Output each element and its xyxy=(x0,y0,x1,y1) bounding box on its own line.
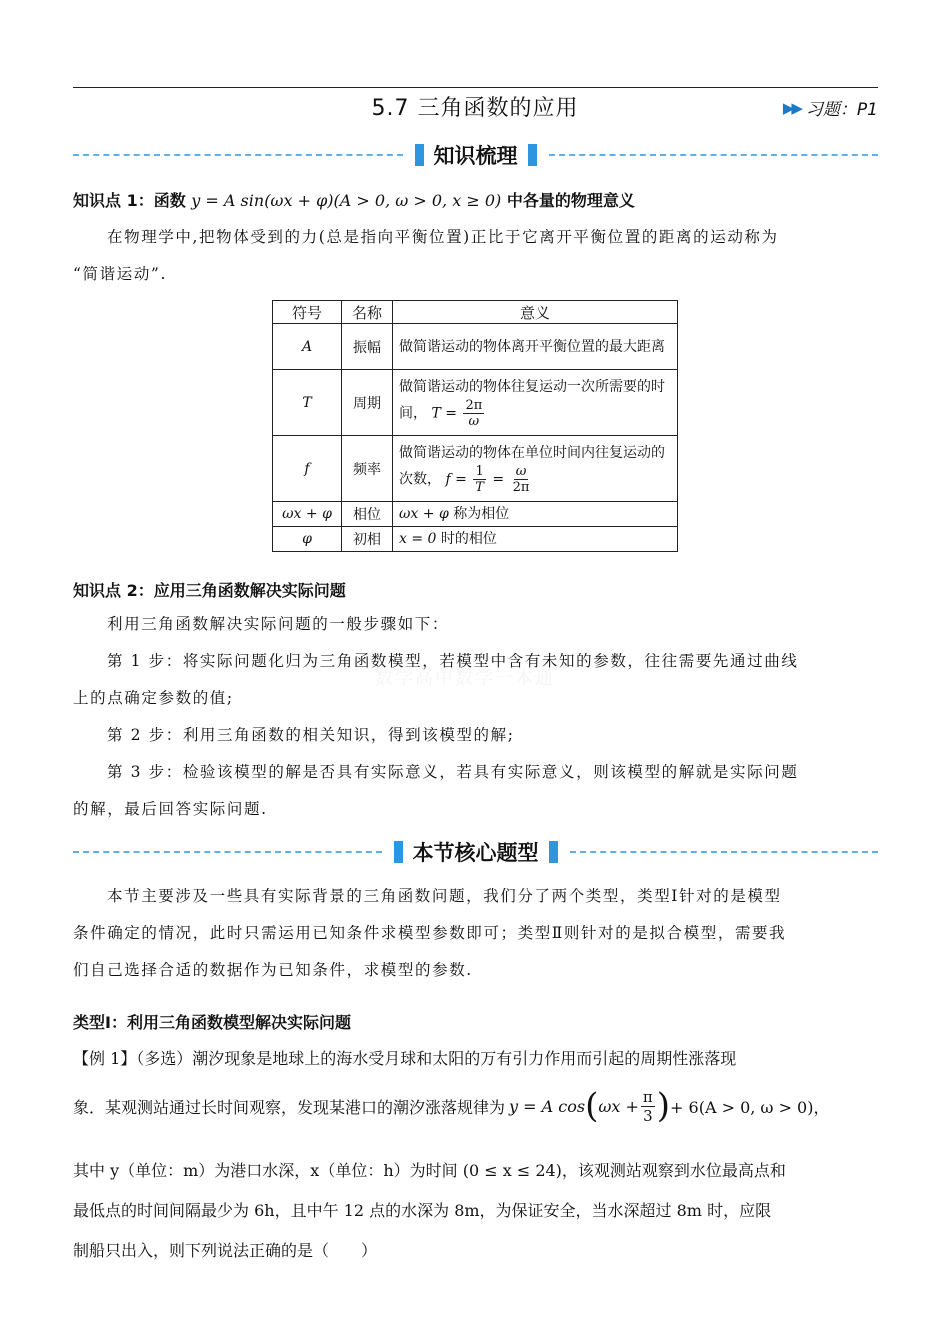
cell-name: 初相 xyxy=(342,527,393,552)
top-rule xyxy=(73,87,878,88)
kp1-label: 知识点 1：函数 xyxy=(73,191,186,210)
kp1-para-line2: “简谐运动”. xyxy=(73,265,167,283)
kp1-para-line1: 在物理学中,把物体受到的力(总是指向平衡位置)正比于它离开平衡位置的距离的运动称为 xyxy=(107,228,779,246)
table-header-symbol: 符号 xyxy=(273,301,342,324)
cell-meaning-text: 称为相位 xyxy=(453,506,510,522)
dashed-divider-left xyxy=(73,851,382,853)
cell-name: 振幅 xyxy=(342,324,393,370)
table-row xyxy=(273,324,678,370)
table-row xyxy=(273,370,678,436)
table-header-row xyxy=(273,301,678,324)
example-1-body xyxy=(73,1151,878,1271)
fraction-denominator: T xyxy=(475,480,484,495)
fraction-denominator: 2π xyxy=(512,480,530,495)
example-1-tag: 【例 1】 xyxy=(73,1049,137,1068)
section-header-core xyxy=(73,835,878,869)
fraction xyxy=(511,464,532,495)
double-arrow-icon: ▶▶ xyxy=(782,98,800,117)
section-bar-icon xyxy=(549,841,558,863)
fraction xyxy=(463,398,484,429)
knowledge-point-1-heading xyxy=(73,188,635,211)
table-header-name: 名称 xyxy=(342,301,393,324)
example-1-text-line2: 象．某观测站通过长时间观察，发现某港口的潮汐涨落规律为 xyxy=(73,1097,506,1117)
definitions-table xyxy=(272,300,678,552)
section-bar-icon xyxy=(528,144,537,166)
exercise-reference-label: 习题：P1 xyxy=(805,100,878,120)
fraction-numerator: 1 xyxy=(475,464,484,479)
watermark: 数学高中数学一本通 xyxy=(375,668,555,689)
exercise-reference[interactable] xyxy=(783,95,878,120)
knowledge-point-2-heading: 知识点 2：应用三角函数解决实际问题 xyxy=(73,581,346,600)
kp2-step1-line1: 第 1 步：将实际问题化归为三角函数模型，若模型中含有未知的参数，往往需要先通过曲线 xyxy=(107,652,799,670)
table-header-meaning: 意义 xyxy=(393,301,678,324)
cell-meaning xyxy=(393,527,678,552)
dashed-divider-right xyxy=(570,851,879,853)
fraction-denominator: ω xyxy=(468,414,480,429)
cell-meaning xyxy=(393,370,678,436)
section-bar-icon xyxy=(415,144,424,166)
cell-meaning xyxy=(393,436,678,502)
left-paren-glyph: ( xyxy=(585,1086,599,1126)
cell-symbol: ωx + φ xyxy=(273,502,342,527)
fraction-numerator: 2π xyxy=(465,398,483,413)
example-1-formula-post: + 6(A > 0, ω > 0)， xyxy=(670,1097,830,1117)
example-1-formula-inner: ωx + xyxy=(598,1096,639,1116)
cell-meaning-text: 做简谐运动的物体往复运动一次所需要的时间， xyxy=(399,379,665,422)
table-row xyxy=(273,527,678,552)
core-paragraph xyxy=(73,878,878,989)
core-para-line2: 条件确定的情况，此时只需运用已知条件求模型参数即可；类型Ⅱ则针对的是拟合模型，需要我 xyxy=(73,924,787,942)
cell-meaning-math: x = 0 xyxy=(399,531,437,547)
kp2-step3-line2: 的解，最后回答实际问题. xyxy=(73,800,268,818)
table-row xyxy=(273,502,678,527)
section-bar-icon xyxy=(394,841,403,863)
kp1-paragraph xyxy=(73,219,878,293)
example-1-text-line3: 其中 y（单位：m）为港口水深，x（单位：h）为时间 (0 ≤ x ≤ 24)，该观测站观察到水位最高点和 xyxy=(73,1161,786,1180)
formula-lhs: T = xyxy=(431,405,457,422)
kp1-formula: y = A sin(ωx + φ)(A > 0, ω > 0, x ≥ 0) xyxy=(191,191,502,210)
example-1-formula-pre: y = A cos xyxy=(509,1096,586,1116)
cell-meaning-text: 时的相位 xyxy=(440,531,497,547)
dashed-divider-left xyxy=(73,154,403,156)
cell-meaning: 做简谐运动的物体离开平衡位置的最大距离 xyxy=(393,324,678,370)
cell-symbol: f xyxy=(273,436,342,502)
cell-name: 周期 xyxy=(342,370,393,436)
cell-meaning-text: 做简谐运动的物体在单位时间内往复运动的次数， xyxy=(399,445,665,488)
fraction-denominator: 3 xyxy=(643,1106,653,1125)
type-1-heading: 类型Ⅰ：利用三角函数模型解决实际问题 xyxy=(73,1013,351,1032)
cell-symbol: φ xyxy=(273,527,342,552)
core-para-line3: 们自己选择合适的数据作为已知条件，求模型的参数. xyxy=(73,961,473,979)
kp2-step3-line1: 第 3 步：检验该模型的解是否具有实际意义，若具有实际意义，则该模型的解就是实际问题 xyxy=(107,763,799,781)
kp1-suffix: 中各量的物理意义 xyxy=(506,191,635,210)
cell-name: 频率 xyxy=(342,436,393,502)
dashed-divider-right xyxy=(549,154,879,156)
section-title-knowledge: 知识梳理 xyxy=(433,144,518,168)
table-row xyxy=(273,436,678,502)
kp2-step2: 第 2 步：利用三角函数的相关知识，得到该模型的解; xyxy=(107,726,515,744)
cell-symbol: A xyxy=(273,324,342,370)
example-1-text-line1: （多选）潮汐现象是地球上的海水受月球和太阳的万有引力作用而引起的周期性涨落现 xyxy=(136,1049,737,1068)
example-1-line1 xyxy=(73,1046,878,1069)
kp2-paragraph xyxy=(73,606,878,828)
fraction-numerator: ω xyxy=(515,464,527,479)
page-title: 5.7 三角函数的应用 xyxy=(371,96,579,121)
core-para-line1: 本节主要涉及一些具有实际背景的三角函数问题，我们分了两个类型，类型Ⅰ针对的是模型 xyxy=(107,887,782,905)
fraction xyxy=(641,1088,655,1125)
example-1-text-line5: 制船只出入，则下列说法正确的是（ ） xyxy=(73,1241,378,1260)
cell-meaning-math: ωx + φ xyxy=(399,506,449,522)
right-paren-glyph: ) xyxy=(656,1086,671,1126)
section-header-knowledge xyxy=(73,138,878,172)
kp2-step1-line2: 上的点确定参数的值; xyxy=(73,689,234,707)
cell-name: 相位 xyxy=(342,502,393,527)
cell-symbol: T xyxy=(273,370,342,436)
section-title-core: 本节核心题型 xyxy=(412,841,539,865)
example-1-text-line4: 最低点的时间间隔最少为 6h，且中午 12 点的水深为 8m，为保证安全，当水深超过 8m 时，应限 xyxy=(73,1201,772,1220)
fraction-numerator: π xyxy=(642,1087,653,1106)
cell-meaning xyxy=(393,502,678,527)
formula-lhs: f = xyxy=(445,471,467,488)
kp2-intro: 利用三角函数解决实际问题的一般步骤如下： xyxy=(107,615,450,633)
example-1-line2 xyxy=(73,1086,878,1126)
formula-equals: = xyxy=(492,471,505,488)
fraction xyxy=(473,464,486,495)
